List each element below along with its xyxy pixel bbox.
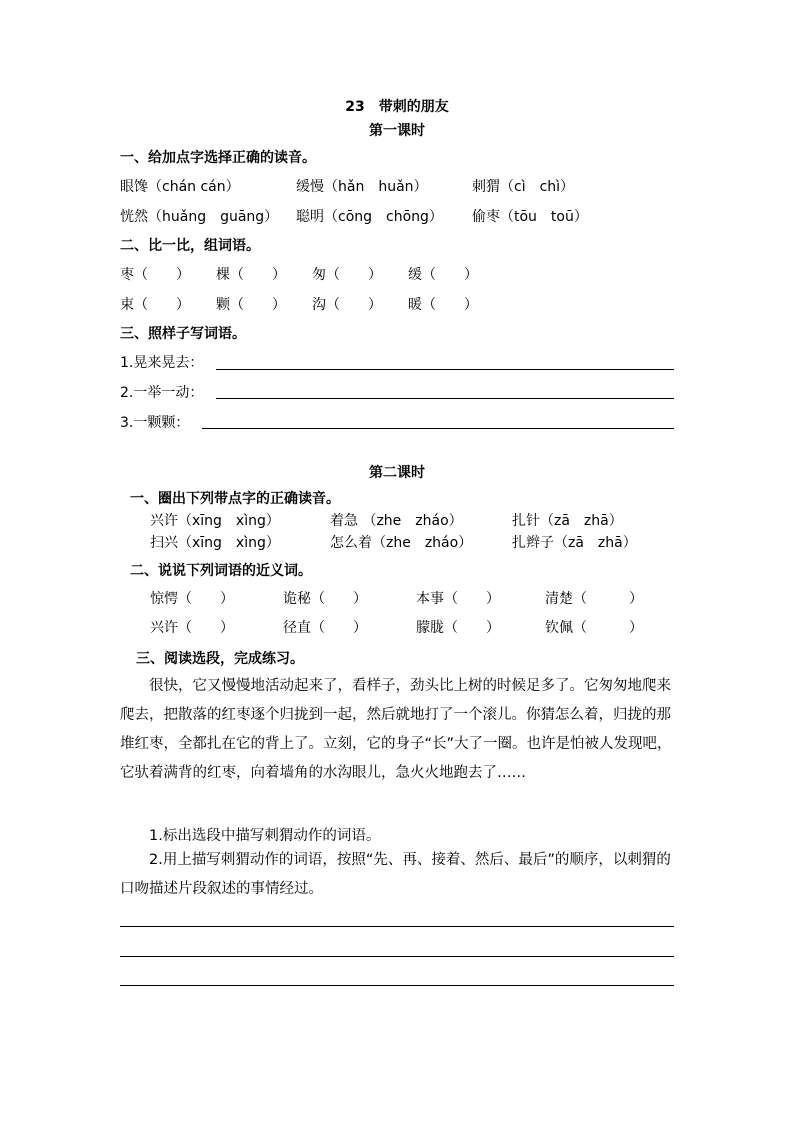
pinyin-choice: 眼馋（chán cán）	[120, 179, 240, 195]
reading-passage: 很快，它又慢慢地活动起来了，看样子，劲头比上树的时候足多了。它匆匆地爬来爬去，把散落的红枣逐个归拢到一起，然后就地打了一个滚儿。你猜怎么着，归拢的那堆红枣，全都扎在它的背上了。立刻，它的身子“长”大了一圈。也许是怕被人发现吧，它驮着满背的红枣，向着墙角的水沟眼儿，急火火地跑去了……	[120, 678, 672, 781]
period-two-title: 第二课时	[369, 465, 425, 481]
p1-s1-heading: 一、给加点字选择正确的读音。	[120, 150, 316, 166]
synonym-blank[interactable]: 径直（ ）	[283, 620, 367, 636]
write-item-label: 1.晃来晃去：	[120, 355, 204, 371]
write-item-label: 2.一举一动：	[120, 385, 204, 401]
pinyin-choice: 恍然（huǎng guāng）	[120, 209, 279, 225]
pinyin-choice: 扎针（zā zhā）	[512, 513, 623, 529]
synonym-blank[interactable]: 清楚（ ）	[545, 591, 643, 607]
question-1: 1.标出选段中描写刺猬动作的词语。	[149, 828, 381, 844]
pinyin-choice: 扎辫子（zā zhā）	[512, 535, 637, 551]
pinyin-choice: 缓慢（hǎn huǎn）	[296, 179, 428, 195]
answer-line[interactable]	[120, 985, 674, 986]
answer-line[interactable]	[202, 428, 674, 429]
lesson-title: 23 带刺的朋友	[345, 99, 449, 115]
pinyin-choice: 聪明（cōng chōng）	[296, 209, 443, 225]
period-one-title: 第一课时	[369, 123, 425, 139]
word-blank[interactable]: 棵（ ）	[216, 267, 286, 283]
word-blank[interactable]: 匆（ ）	[312, 267, 382, 283]
pinyin-choice: 刺猬（cì chì）	[472, 179, 575, 195]
answer-line[interactable]	[120, 926, 674, 927]
p2-s3-heading: 三、阅读选段，完成练习。	[136, 651, 304, 667]
answer-line[interactable]	[216, 369, 674, 370]
question-2: 2.用上描写刺猬动作的词语，按照“先、再、接着、然后、最后”的顺序，以刺猬的口吻描述片段叙述的事情经过。	[120, 852, 671, 897]
word-blank[interactable]: 颗（ ）	[216, 297, 286, 313]
word-blank[interactable]: 缓（ ）	[408, 267, 478, 283]
synonym-blank[interactable]: 本事（ ）	[416, 591, 500, 607]
pinyin-choice: 着急 （zhe zháo）	[330, 513, 463, 529]
pinyin-choice: 扫兴（xīng xìng）	[150, 535, 280, 551]
pinyin-choice: 偷枣（tōu toū）	[472, 209, 588, 225]
synonym-blank[interactable]: 朦胧（ ）	[416, 620, 500, 636]
write-item-label: 3.一颗颗：	[120, 415, 190, 431]
p1-s3-heading: 三、照样子写词语。	[120, 326, 246, 342]
p2-s2-heading: 二、说说下列词语的近义词。	[130, 563, 312, 579]
synonym-blank[interactable]: 钦佩（ ）	[545, 620, 643, 636]
answer-line[interactable]	[120, 956, 674, 957]
p2-s1-heading: 一、圈出下列带点字的正确读音。	[130, 491, 340, 507]
answer-line[interactable]	[216, 398, 674, 399]
pinyin-choice: 兴许（xīng xìng）	[150, 513, 280, 529]
word-blank[interactable]: 枣（ ）	[120, 267, 190, 283]
word-blank[interactable]: 暖（ ）	[408, 297, 478, 313]
synonym-blank[interactable]: 诡秘（ ）	[283, 591, 367, 607]
synonym-blank[interactable]: 惊愕（ ）	[150, 591, 234, 607]
pinyin-choice: 怎么着（zhe zháo）	[330, 535, 473, 551]
synonym-blank[interactable]: 兴许（ ）	[150, 620, 234, 636]
word-blank[interactable]: 沟（ ）	[312, 297, 382, 313]
p1-s2-heading: 二、比一比，组词语。	[120, 238, 260, 254]
word-blank[interactable]: 束（ ）	[120, 297, 190, 313]
